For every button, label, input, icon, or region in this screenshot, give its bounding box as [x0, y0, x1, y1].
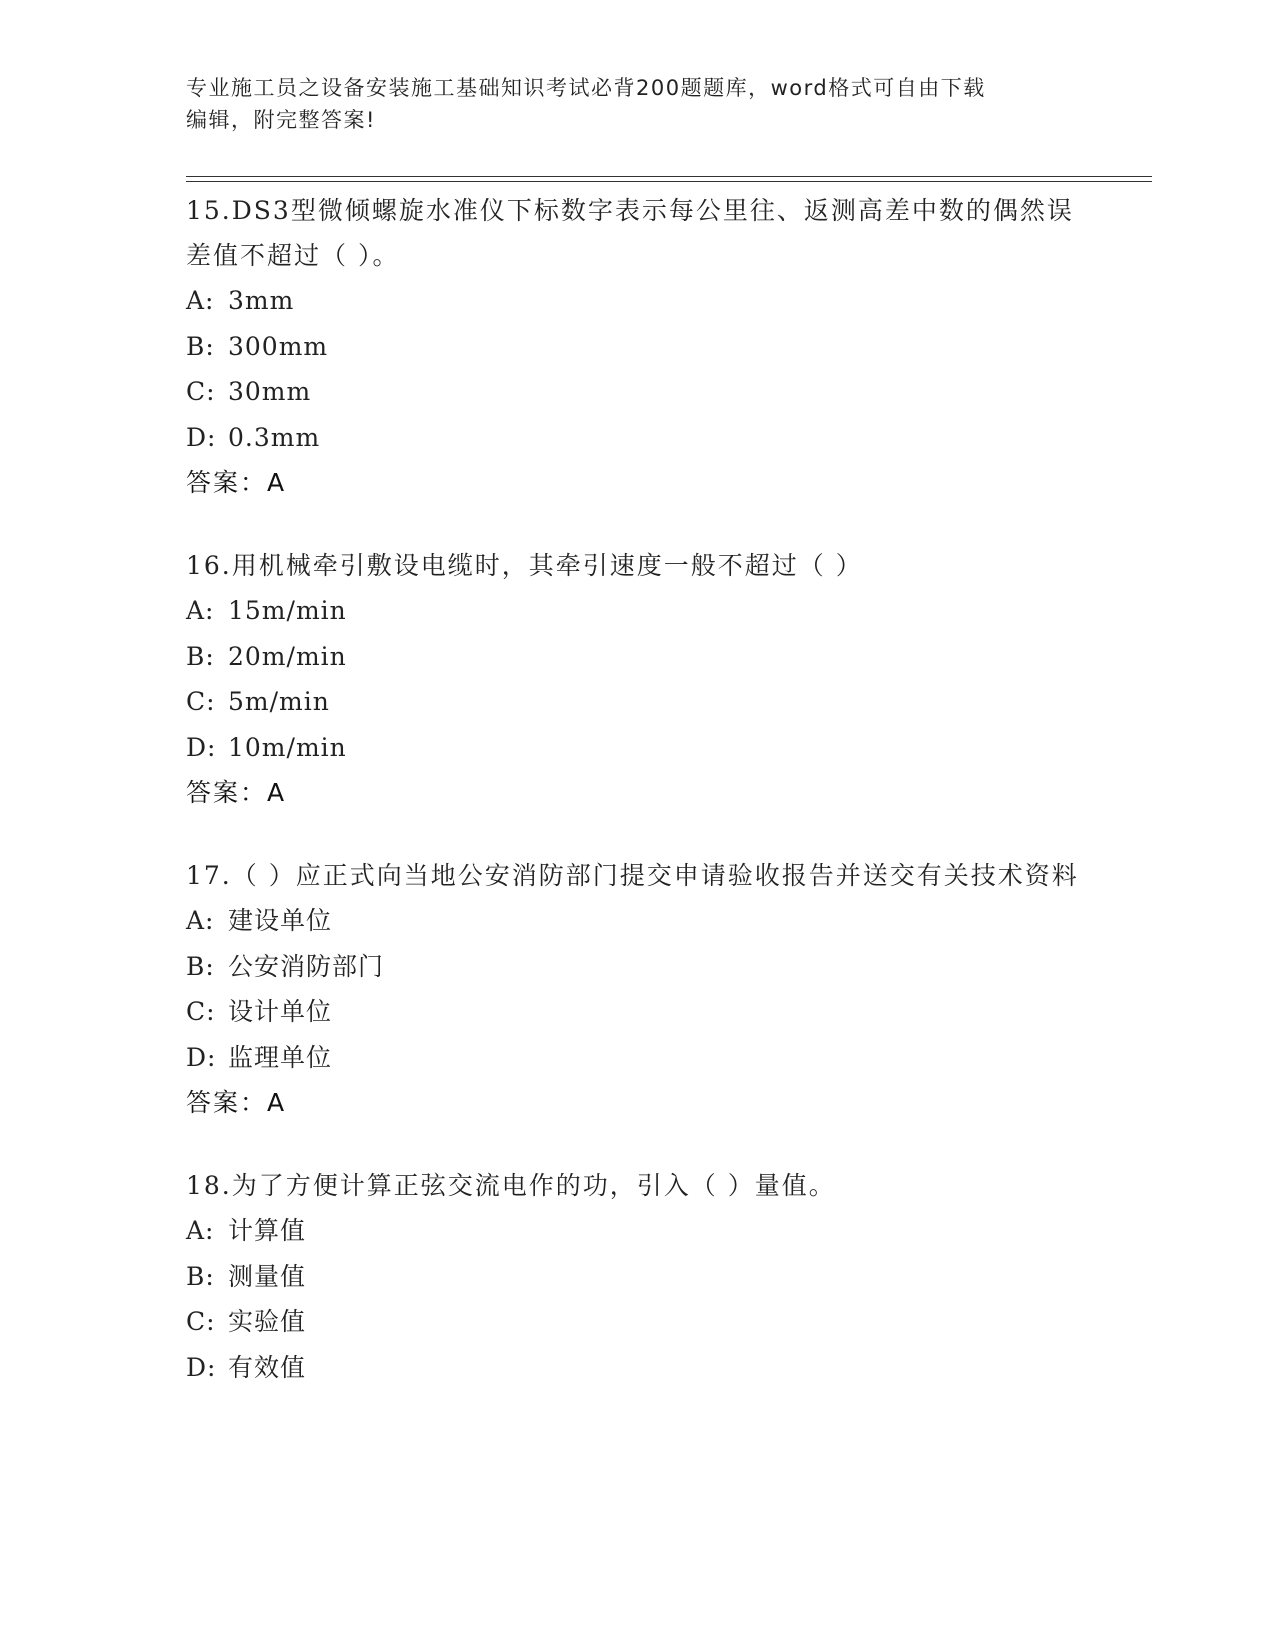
option-a	[186, 278, 1086, 324]
question-list	[186, 188, 1086, 1428]
question-16	[186, 543, 1086, 815]
option-value: 监理单位	[228, 1042, 333, 1072]
option-c	[186, 989, 1086, 1035]
option-letter: B:	[186, 951, 215, 981]
option-value: 设计单位	[228, 997, 333, 1026]
option-b	[186, 1254, 1086, 1300]
option-letter: B:	[186, 331, 215, 361]
option-b	[186, 634, 1086, 680]
question-17	[186, 853, 1086, 1125]
header-line-1: 专业施工员之设备安装施工基础知识考试必背200题题库，word格式可自由下载	[186, 76, 986, 100]
answer-line: 答案：A	[186, 1088, 287, 1117]
option-value: 测量值	[228, 1261, 307, 1291]
option-letter: A:	[186, 596, 215, 625]
option-letter: A:	[186, 1216, 215, 1245]
option-letter: B:	[186, 641, 215, 671]
option-d	[186, 1345, 1086, 1391]
option-letter: C:	[186, 1307, 216, 1336]
option-value: 3mm	[228, 286, 295, 315]
option-b	[186, 944, 1086, 990]
question-text: 16.用机械牵引敷设电缆时，其牵引速度一般不超过（ ）	[186, 551, 863, 580]
option-value: 建设单位	[228, 906, 333, 935]
header-divider-top	[186, 176, 1152, 177]
option-letter: D:	[186, 1042, 217, 1072]
option-d	[186, 1035, 1086, 1081]
question-text: 15.DS3型微倾螺旋水准仪下标数字表示每公里往、返测高差中数的偶然误差值不超过（ ）。	[186, 196, 1074, 270]
option-letter: C:	[186, 377, 216, 406]
option-value: 0.3mm	[228, 422, 321, 452]
header-line-2: 编辑，附完整答案!	[186, 108, 376, 132]
option-value: 有效值	[228, 1352, 307, 1382]
option-letter: D:	[186, 732, 217, 762]
question-15	[186, 188, 1086, 505]
option-letter: C:	[186, 997, 216, 1026]
option-letter: C:	[186, 687, 216, 716]
option-d	[186, 725, 1086, 771]
option-value: 30mm	[228, 377, 312, 406]
option-value: 15m/min	[228, 596, 347, 625]
question-18	[186, 1163, 1086, 1390]
option-a	[186, 1208, 1086, 1254]
answer-line: 答案：A	[186, 468, 287, 497]
option-a	[186, 588, 1086, 634]
option-value: 300mm	[228, 331, 329, 361]
option-letter: D:	[186, 1352, 217, 1382]
option-value: 计算值	[228, 1216, 307, 1245]
option-c	[186, 1299, 1086, 1345]
option-a	[186, 898, 1086, 944]
option-c	[186, 369, 1086, 415]
answer-line: 答案：A	[186, 778, 287, 807]
question-text: 17.（ ）应正式向当地公安消防部门提交申请验收报告并送交有关技术资料	[186, 861, 1079, 890]
question-text: 18.为了方便计算正弦交流电作的功，引入（ ）量值。	[186, 1171, 836, 1200]
option-letter: D:	[186, 422, 217, 452]
option-value: 20m/min	[228, 641, 347, 671]
option-letter: A:	[186, 906, 215, 935]
option-value: 实验值	[228, 1307, 307, 1336]
option-value: 公安消防部门	[228, 951, 385, 981]
option-letter: B:	[186, 1261, 215, 1291]
option-value: 10m/min	[228, 732, 347, 762]
option-letter: A:	[186, 286, 215, 315]
option-c	[186, 679, 1086, 725]
option-b	[186, 324, 1086, 370]
header-divider-bottom	[186, 181, 1152, 182]
option-value: 5m/min	[228, 687, 330, 716]
option-d	[186, 415, 1086, 461]
header-note	[186, 72, 1066, 136]
